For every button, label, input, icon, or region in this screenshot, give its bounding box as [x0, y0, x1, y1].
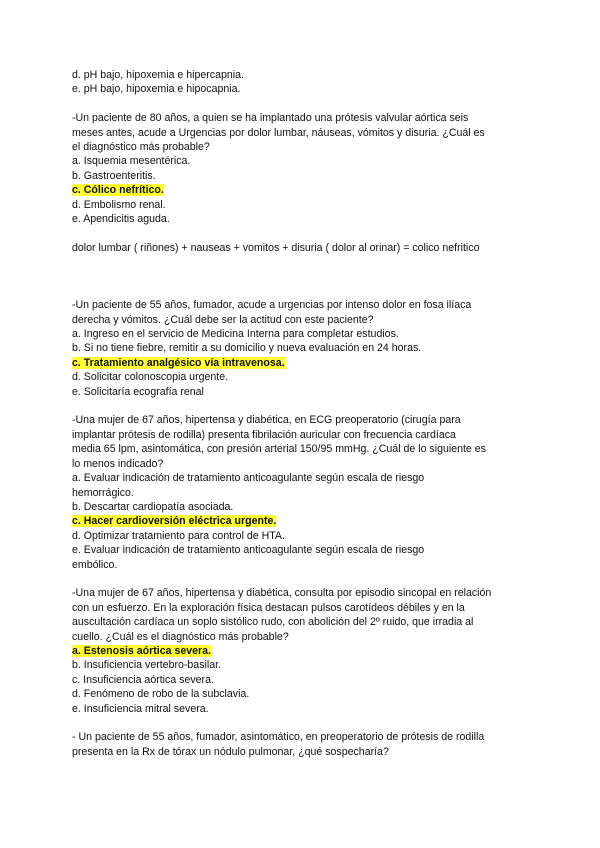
question-1: [72, 111, 532, 255]
highlighted-answer: a. Estenosis aórtica severa.: [72, 644, 211, 657]
option-b: b. Descartar cardiopatía asociada.: [72, 500, 234, 513]
option-e: e. Solicitaría ecografía renal: [72, 385, 204, 398]
option-e: e. Evaluar indicación de tratamiento anticoagulante según escala de riesgo: [72, 544, 425, 557]
option-e: e. Insuficiencia mitral severa.: [72, 702, 209, 715]
question-stem: derecha y vómitos. ¿Cuál debe ser la actitud con este paciente?: [72, 313, 374, 326]
question-stem: con un esfuerzo. En la exploración física destacan pulsos carotídeos débiles y en la: [72, 601, 465, 614]
answer-note: dolor lumbar ( riñones) + nauseas + vomitos + disuria ( dolor al orinar) = colico nefritico: [72, 241, 480, 254]
question-stem: el diagnóstico más probable?: [72, 141, 210, 154]
question-stem: media 65 lpm, asintomática, con presión arterial 150/95 mmHg. ¿Cuál de lo siguiente es: [72, 443, 486, 456]
question-3: [72, 413, 532, 571]
highlighted-answer: c. Tratamiento analgésico vía intravenosa.: [72, 356, 285, 369]
question-0-options: [72, 68, 532, 97]
question-stem: lo menos indicado?: [72, 457, 164, 470]
option-e: e. Apendicitis aguda.: [72, 213, 170, 226]
question-stem: - Un paciente de 55 años, fumador, asintomático, en preoperatorio de prótesis de rodilla: [72, 731, 485, 744]
highlighted-answer: c. Cólico nefrítico.: [72, 184, 164, 197]
option-b: b. Gastroenteritis.: [72, 169, 156, 182]
question-stem: cuello. ¿Cuál es el diagnóstico más probable?: [72, 630, 289, 643]
option-e: e. pH bajo, hipoxemia e hipocapnia.: [72, 83, 241, 96]
option-c: c. Insuficiencia aórtica severa.: [72, 673, 214, 686]
option-a: a. Evaluar indicación de tratamiento anticoagulante según escala de riesgo: [72, 472, 425, 485]
document-page: [72, 68, 532, 759]
question-stem: auscultación cardíaca un soplo sistólico rudo, con abolición del 2º ruido, que irradia al: [72, 616, 474, 629]
question-4: [72, 586, 532, 716]
question-stem: meses antes, acude a Urgencias por dolor lumbar, náuseas, vómitos y disuria. ¿Cuál es: [72, 126, 485, 139]
question-stem: -Una mujer de 67 años, hipertensa y diabética, en ECG preoperatorio (cirugía para: [72, 414, 461, 427]
option-e-continued: embólico.: [72, 558, 118, 571]
option-d: d. Fenómeno de robo de la subclavia.: [72, 688, 250, 701]
option-d: d. Optimizar tratamiento para control de HTA.: [72, 529, 285, 542]
option-b: b. Si no tiene fiebre, remitir a su domicilio y nueva evaluación en 24 horas.: [72, 342, 422, 355]
option-d: d. pH bajo, hipoxemia e hipercapnia.: [72, 69, 244, 81]
option-a: a. Ingreso en el servicio de Medicina Interna para completar estudios.: [72, 328, 399, 341]
question-stem: implantar prótesis de rodilla) presenta fibrilación auricular con frecuencia cardíaca: [72, 428, 456, 441]
option-d: d. Solicitar colonoscopia urgente.: [72, 371, 229, 384]
option-d: d. Embolismo renal.: [72, 198, 166, 211]
question-stem: -Un paciente de 80 años, a quien se ha implantado una prótesis valvular aórtica seis: [72, 112, 469, 125]
option-a-continued: hemorrágico.: [72, 486, 134, 499]
question-stem: -Un paciente de 55 años, fumador, acude a urgencias por intenso dolor en fosa ilíaca: [72, 299, 472, 312]
question-stem: -Una mujer de 67 años, hipertensa y diabética, consulta por episodio sincopal en relación: [72, 587, 492, 600]
option-b: b. Insuficiencia vertebro-basilar.: [72, 659, 221, 672]
question-2: [72, 298, 532, 399]
question-5: [72, 730, 532, 759]
question-stem: presenta en la Rx de tórax un nódulo pulmonar, ¿qué sospecharía?: [72, 745, 389, 758]
highlighted-answer: c. Hacer cardioversión eléctrica urgente.: [72, 515, 277, 528]
option-a: a. Isquemia mesentérica.: [72, 155, 191, 168]
